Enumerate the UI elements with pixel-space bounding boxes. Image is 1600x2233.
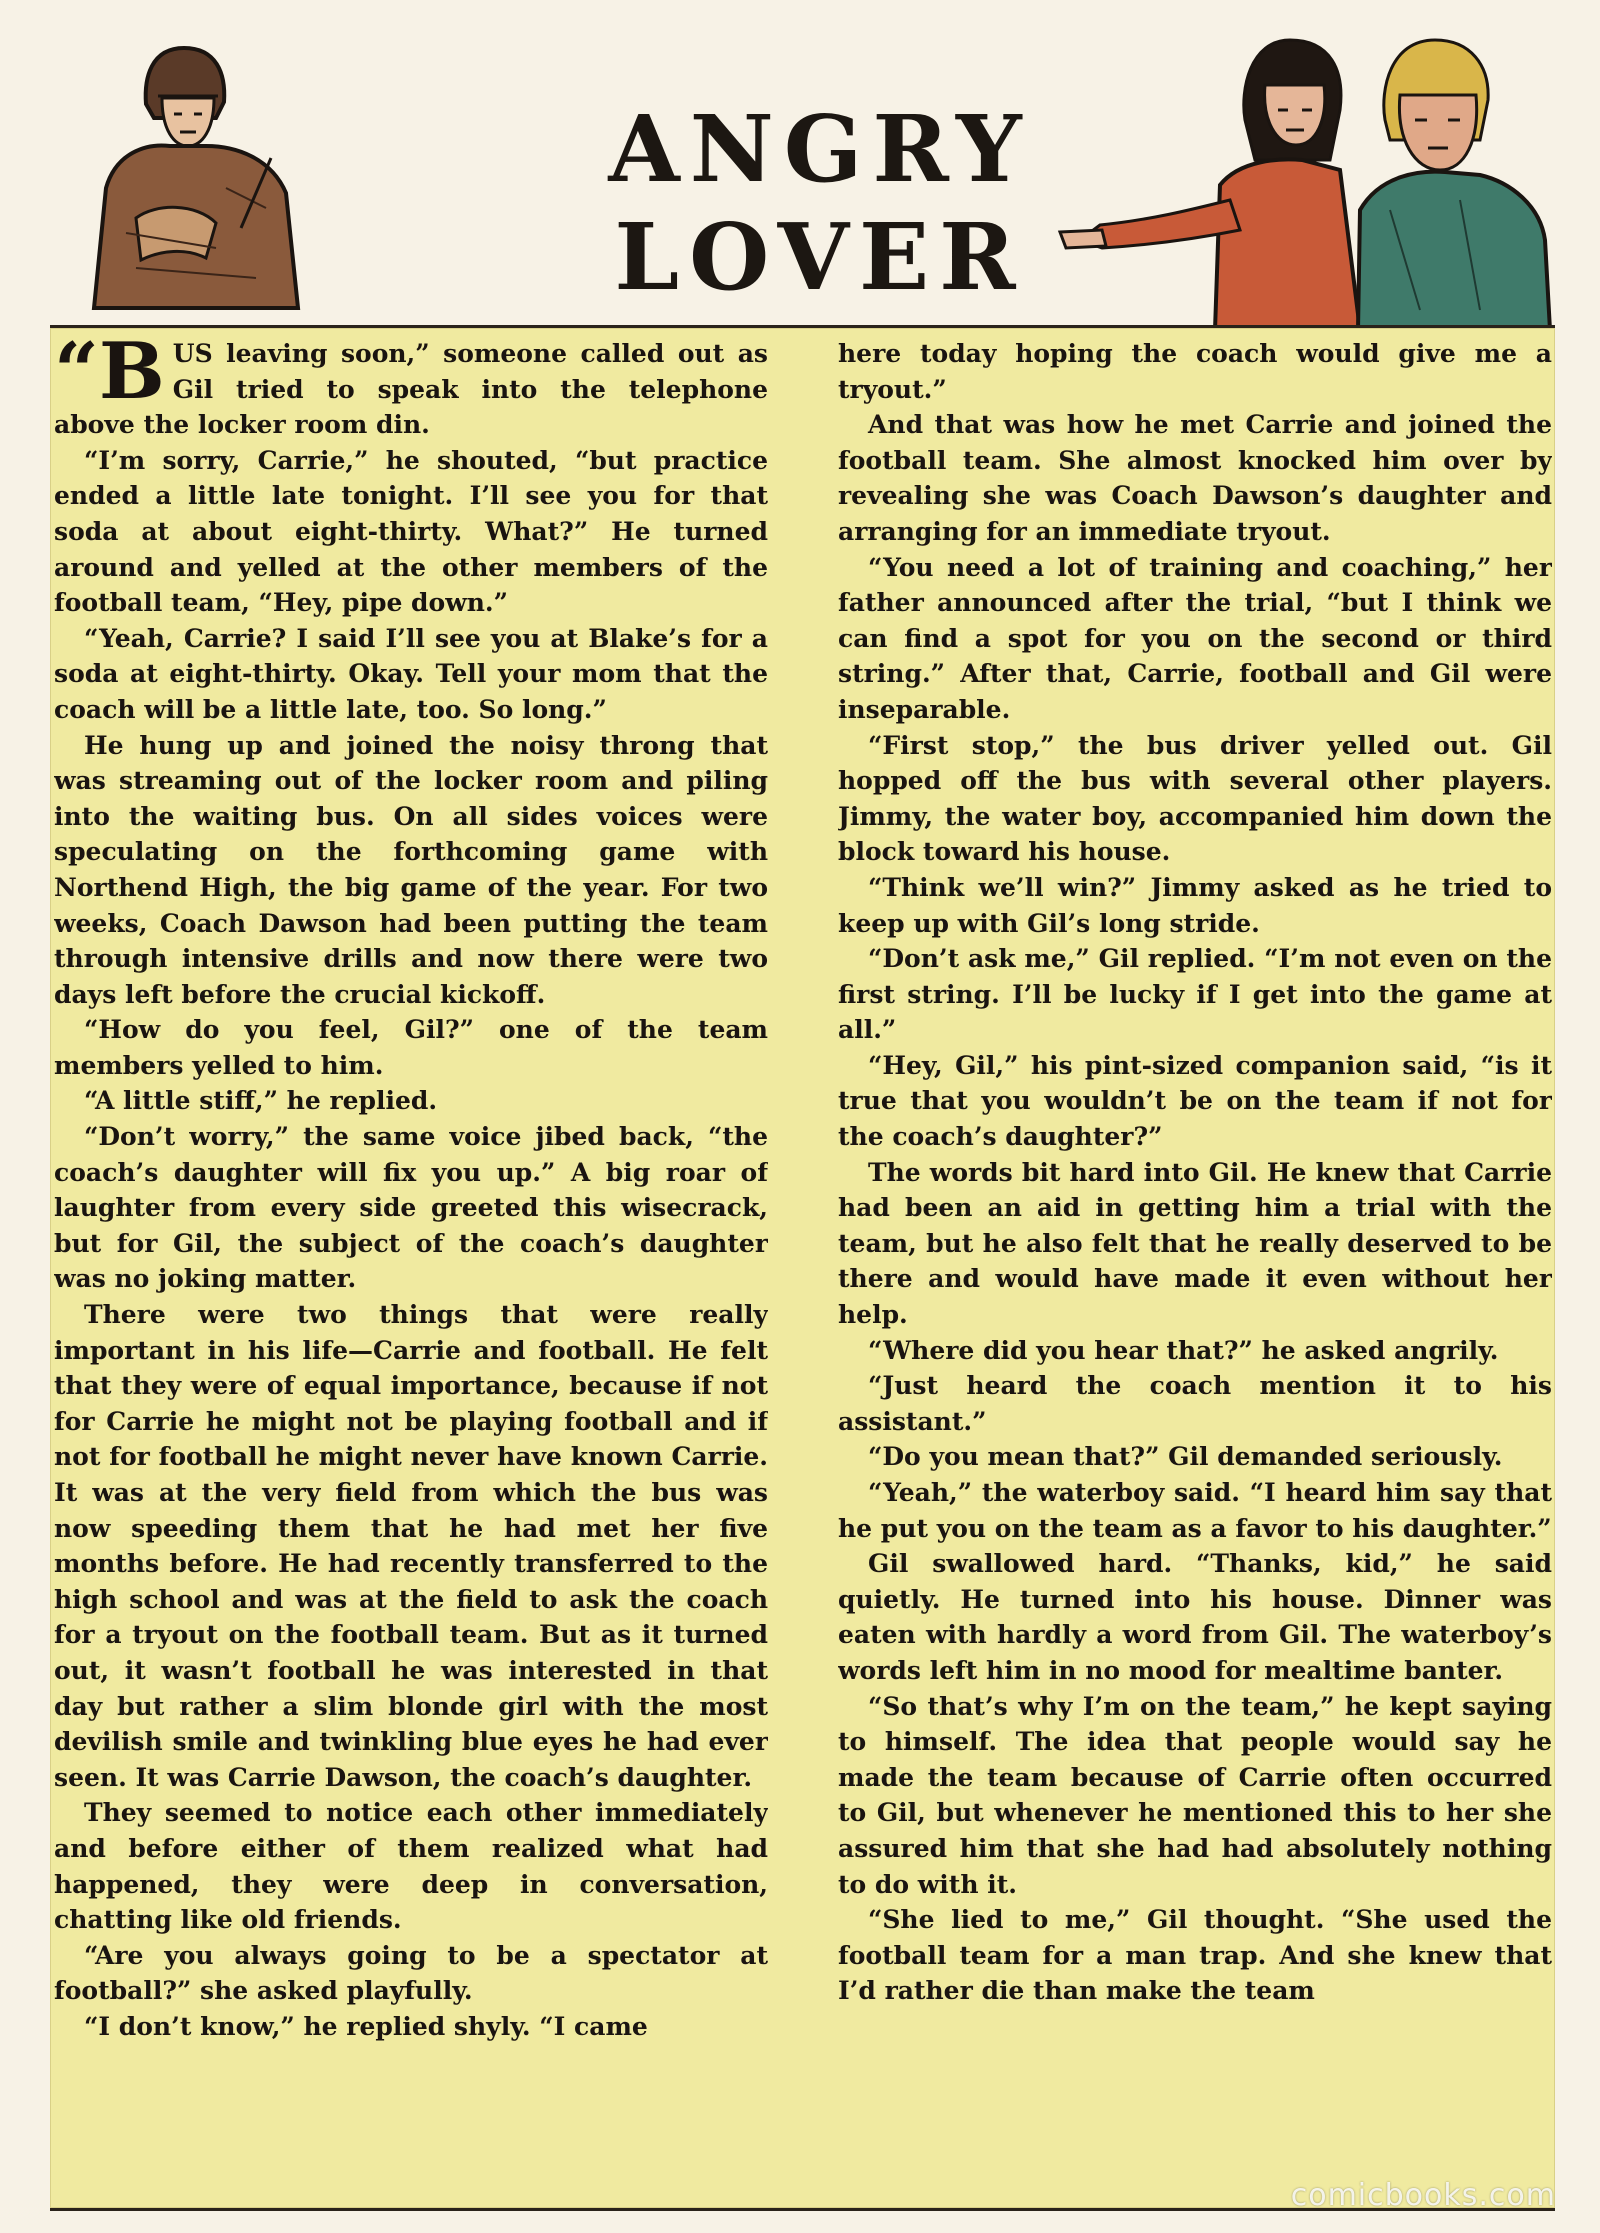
paragraph-text: here today hoping the coach would give me a tryout.” [838,339,1552,404]
paragraph-text: “First stop,” the bus driver yelled out. Gil hopped off the bus with several other players. Jimmy, the water boy, accompanied him down the block toward his house. [838,730,1552,867]
story-paragraph [838,1902,1552,2009]
story-paragraph [54,443,768,621]
paragraph-text: “Just heard the coach mention it to his assistant.” [838,1371,1552,1436]
story-paragraph [54,621,768,728]
story-paragraph [838,1439,1552,1475]
paragraph-text: “Do you mean that?” Gil demanded seriously. [868,1442,1503,1472]
paragraph-text: There were two things that were really important in his life—Carrie and football. He felt that they were of equal importance, because if not for Carrie he might not be playing football and if not for football he might never have known Carrie. It was at the very field from which the bus was now speeding them that he had met her five months before. He had recently transferred to the high school and was at the field to ask the coach for a tryout on the football team. But as it turned out, it wasn’t football he was interested in that day but rather a slim blonde girl with the most devilish smile and twinkling blue eyes he had ever seen. It was Carrie Dawson, the coach’s daughter. [54,1300,768,1792]
column-divider [810,338,812,2198]
paragraph-text: They seemed to notice each other immediately and before either of them realized what had happened, they were deep in conversation, chatting like old friends. [54,1798,768,1935]
story-paragraph [54,1119,768,1297]
story-text-panel [50,325,1555,2211]
paragraph-text: The words bit hard into Gil. He knew that Carrie had been an aid in getting him a trial with the team, but he also felt that he really deserved to be there and would have made it even without her help. [838,1157,1552,1330]
story-paragraph [54,2009,768,2045]
story-paragraph [838,1368,1552,1439]
paragraph-text: “Don’t ask me,” Gil replied. “I’m not even on the first string. I’ll be lucky if I get into the game at all.” [838,944,1552,1045]
story-paragraph [54,1012,768,1083]
paragraph-text: “Yeah,” the waterboy said. “I heard him say that he put you on the team as a favor to his daughter.” [838,1478,1552,1543]
paragraph-text: “Hey, Gil,” his pint-sized companion said, “is it true that you wouldn’t be on the team if not for the coach’s daughter?” [838,1050,1552,1152]
story-column-left [54,336,768,2202]
paragraph-text: “A little stiff,” he replied. [84,1086,438,1116]
watermark: comicbooks.com [1290,2178,1556,2213]
story-paragraph [54,728,768,1013]
paragraph-text: US leaving soon,” someone called out as Gil tried to speak into the telephone above the locker room din. [54,339,768,440]
story-paragraph [54,1297,768,1795]
story-column-right [838,336,1552,2202]
story-paragraph [838,1333,1552,1369]
story-paragraph [838,1546,1552,1688]
paragraph-text: And that was how he met Carrie and joined the football team. She almost knocked him over by revealing she was Coach Dawson’s daughter and arranging for an immediate tryout. [838,410,1552,546]
paragraph-text: “So that’s why I’m on the team,” he kept saying to himself. The idea that people would say he made the team because of Carrie often occurred to Gil, but whenever he mentioned this to her she assured him that she had had absolutely nothing to do with it. [838,1691,1552,1899]
story-paragraph [838,336,1552,407]
story-paragraph [54,1795,768,1937]
story-paragraph [838,941,1552,1048]
story-paragraph [838,1475,1552,1546]
paragraph-text: “Don’t worry,” the same voice jibed back, “the coach’s daughter will fix you up.” A big roar of laughter from every side greeted this wisecrack, but for Gil, the subject of the coach’s daughter was no joking matter. [54,1122,768,1294]
paragraph-text: “Think we’ll win?” Jimmy asked as he tried to keep up with Gil’s long stride. [838,872,1552,938]
story-paragraph [838,1689,1552,1903]
paragraph-text: “She lied to me,” Gil thought. “She used the football team for a man trap. And she knew that I’d rather die than make the team [838,1905,1552,2006]
story-paragraph [838,870,1552,941]
football-player-illustration [66,18,328,318]
story-paragraph [54,1083,768,1119]
drop-cap: “B [54,336,165,417]
paragraph-text: “Are you always going to be a spectator at football?” she asked playfully. [54,1940,768,2006]
story-paragraph [54,336,768,443]
paragraph-text: He hung up and joined the noisy throng that was streaming out of the locker room and piling into the waiting bus. On all sides voices were speculating on the forthcoming game with Northend High, the big game of the year. For two weeks, Coach Dawson had been putting the team through intensive drills and now there were two days left before the crucial kickoff. [54,730,768,1009]
paragraph-text: “You need a lot of training and coaching,” her father announced after the trial, “but I think we can find a spot for you on the second or third string.” After that, Carrie, football and Gil were inseparable. [838,552,1552,724]
story-paragraph [838,407,1552,549]
story-paragraph [838,550,1552,728]
couple-illustration [1040,10,1560,330]
paragraph-text: “How do you feel, Gil?” one of the team members yelled to him. [54,1015,768,1080]
paragraph-text: Gil swallowed hard. “Thanks, kid,” he said quietly. He turned into his house. Dinner was eaten with hardly a word from Gil. The waterboy’s words left him in no mood for mealtime banter. [838,1549,1552,1685]
paragraph-text: “I’m sorry, Carrie,” he shouted, “but practice ended a little late tonight. I’ll see you for that soda at about eight-thirty. What?” He turned around and yelled at the other members of the football team, “Hey, pipe down.” [54,445,768,618]
story-header [0,0,1600,330]
story-paragraph [838,728,1552,870]
story-paragraph [838,1048,1552,1155]
story-title: ANGRY LOVER [608,95,1032,311]
paragraph-text: “Yeah, Carrie? I said I’ll see you at Blake’s for a soda at eight-thirty. Okay. Tell your mom that the coach will be a little late, too. So long.” [54,623,768,724]
paragraph-text: “Where did you hear that?” he asked angrily. [868,1335,1499,1365]
paragraph-text: “I don’t know,” he replied shyly. “I came [84,2011,648,2041]
story-paragraph [838,1155,1552,1333]
story-paragraph [54,1938,768,2009]
